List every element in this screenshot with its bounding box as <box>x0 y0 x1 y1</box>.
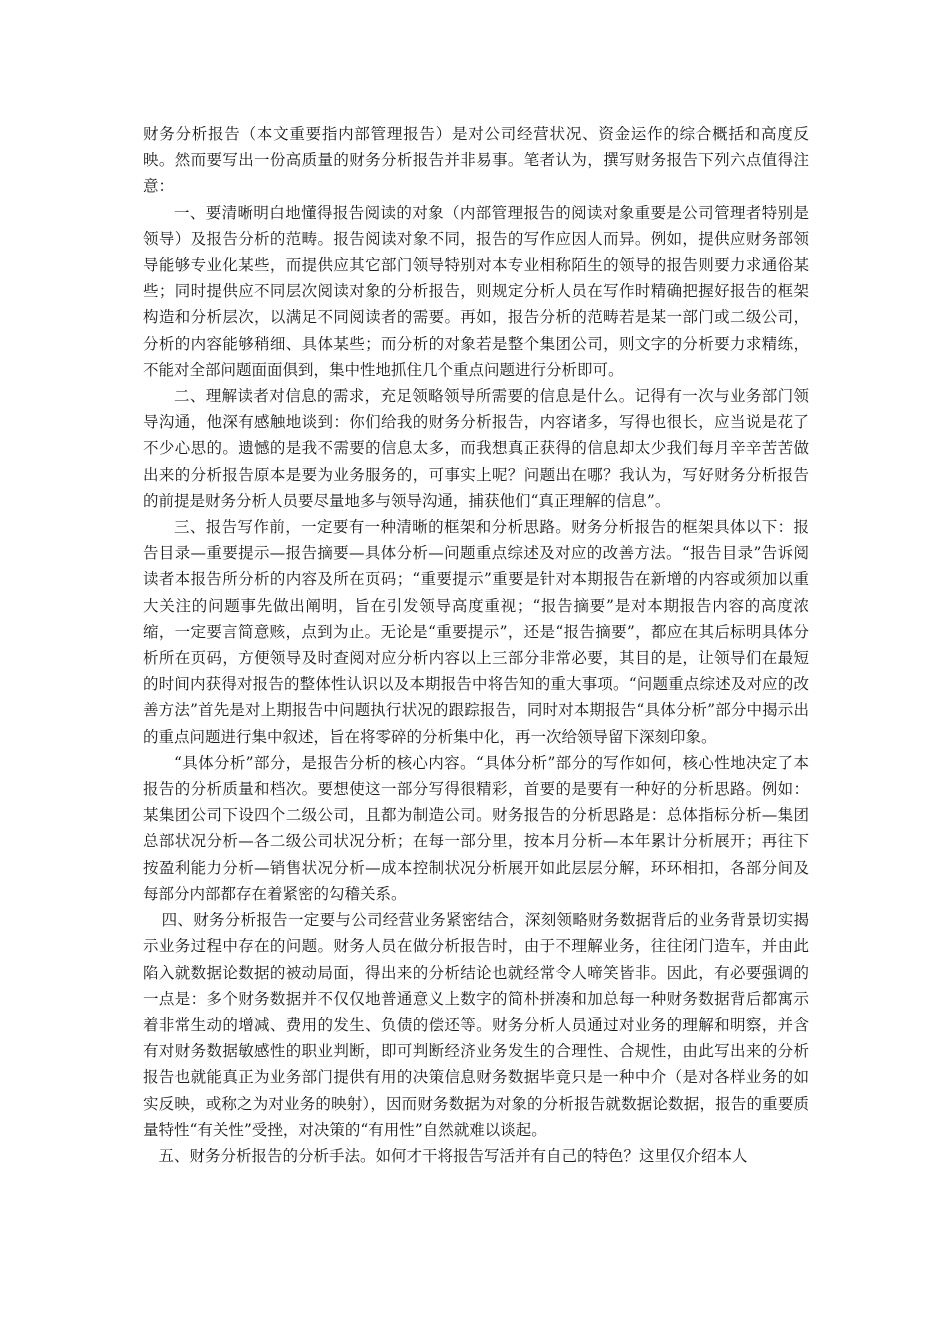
point-five-paragraph: 五、财务分析报告的分析手法。如何才干将报告写活并有自己的特色？这里仅介绍本人 <box>158 1146 748 1165</box>
document-body <box>143 121 809 1169</box>
point-four-paragraph: 四、财务分析报告一定要与公司经营业务紧密结合，深刻领略财务数据背后的业务背景切实揭示业务过程中存在的问题。财务人员在做分析报告时，由于不理解业务，往往闭门造车，并由此陷入就数据论数据的被动局面，得出来的分析结论也就经常令人啼笑皆非。因此，有必要强调的一点是：多个财务数据并不仅仅地普通意义上数字的简朴拼凑和加总每一种财务数据背后都寓示着非常生动的增减、费用的发生、负债的偿还等。财务分析人员通过对业务的理解和明察，并含有对财务数据敏感性的职业判断，即可判断经济业务发生的合理性、合规性，由此写出来的分析报告也就能真正为业务部门提供有用的决策信息财务数据毕竟只是一种中介（是对各样业务的如实反映，或称之为对业务的映射），因而财务数据为对象的分析报告就数据论数据，报告的重要质量特性“有关性”受挫，对决策的“有用性”自然就难以谈起。 <box>143 911 809 1139</box>
point-one-paragraph: 一、要清晰明白地懂得报告阅读的对象（内部管理报告的阅读对象重要是公司管理者特别是领导）及报告分析的范畴。报告阅读对象不同，报告的写作应因人而异。例如，提供应财务部领导能够专业化某些，而提供应其它部门领导特别对本专业相称陌生的领导的报告则要力求通俗某些；同时提供应不同层次阅读对象的分析报告，则规定分析人员在写作时精确把握好报告的框架构造和分析层次，以满足不同阅读者的需要。再如，报告分析的范畴若是某一部门或二级公司，分析的内容能够稍细、具体某些；而分析的对象若是整个集团公司，则文字的分析要力求精练，不能对全部问题面面俱到，集中性地抓住几个重点问题进行分析即可。 <box>143 203 809 379</box>
detailed-analysis-paragraph: “具体分析”部分，是报告分析的核心内容。“具体分析”部分的写作如何，核心性地决定了本报告的分析质量和档次。要想使这一部分写得很精彩，首要的是要有一种好的分析思路。例如：某集团公司下设四个二级公司，且都为制造公司。财务报告的分析思路是：总体指标分析—集团总部状况分析—各二级公司状况分析；在每一部分里，按本月分析—本年累计分析展开；再往下按盈利能力分析—销售状况分析—成本控制状况分析展开如此层层分解，环环相扣，各部分间及每部分内部都存在着紧密的勾稽关系。 <box>143 753 809 903</box>
intro-paragraph: 财务分析报告（本文重要指内部管理报告）是对公司经营状况、资金运作的综合概括和高度反映。然而要写出一份高质量的财务分析报告并非易事。笔者认为，撰写财务报告下列六点值得注意： <box>143 125 809 196</box>
point-two-paragraph: 二、理解读者对信息的需求，充足领略领导所需要的信息是什么。记得有一次与业务部门领导沟通，他深有感触地谈到：你们给我的财务分析报告，内容诸多，写得也很长，应当说是花了不少心思的。遗憾的是我不需要的信息太多，而我想真正获得的信息却太少我们每月辛辛苦苦做出来的分析报告原本是要为业务服务的，可事实上呢？问题出在哪？我认为，写好财务分析报告的前提是财务分析人员要尽量地多与领导沟通，捕获他们“真正理解的信息”。 <box>143 387 809 510</box>
point-three-paragraph: 三、报告写作前，一定要有一种清晰的框架和分析思路。财务分析报告的框架具体以下：报告目录—重要提示—报告摘要—具体分析—问题重点综述及对应的改善方法。“报告目录”告诉阅读者本报告所分析的内容及所在页码；“重要提示”重要是针对本期报告在新增的内容或须加以重大关注的问题事先做出阐明，旨在引发领导高度重视；“报告摘要”是对本期报告内容的高度浓缩，一定要言简意赅，点到为止。无论是“重要提示”，还是“报告摘要”，都应在其后标明具体分析所在页码，方便领导及时查阅对应分析内容以上三部分非常必要，其目的是，让领导们在最短的时间内获得对报告的整体性认识以及本期报告中将告知的重大事项。“问题重点综述及对应的改善方法”首先是对上期报告中问题执行状况的跟踪报告，同时对本期报告“具体分析”部分中揭示出的重点问题进行集中叙述，旨在将零碎的分析集中化，再一次给领导留下深刻印象。 <box>143 518 809 746</box>
